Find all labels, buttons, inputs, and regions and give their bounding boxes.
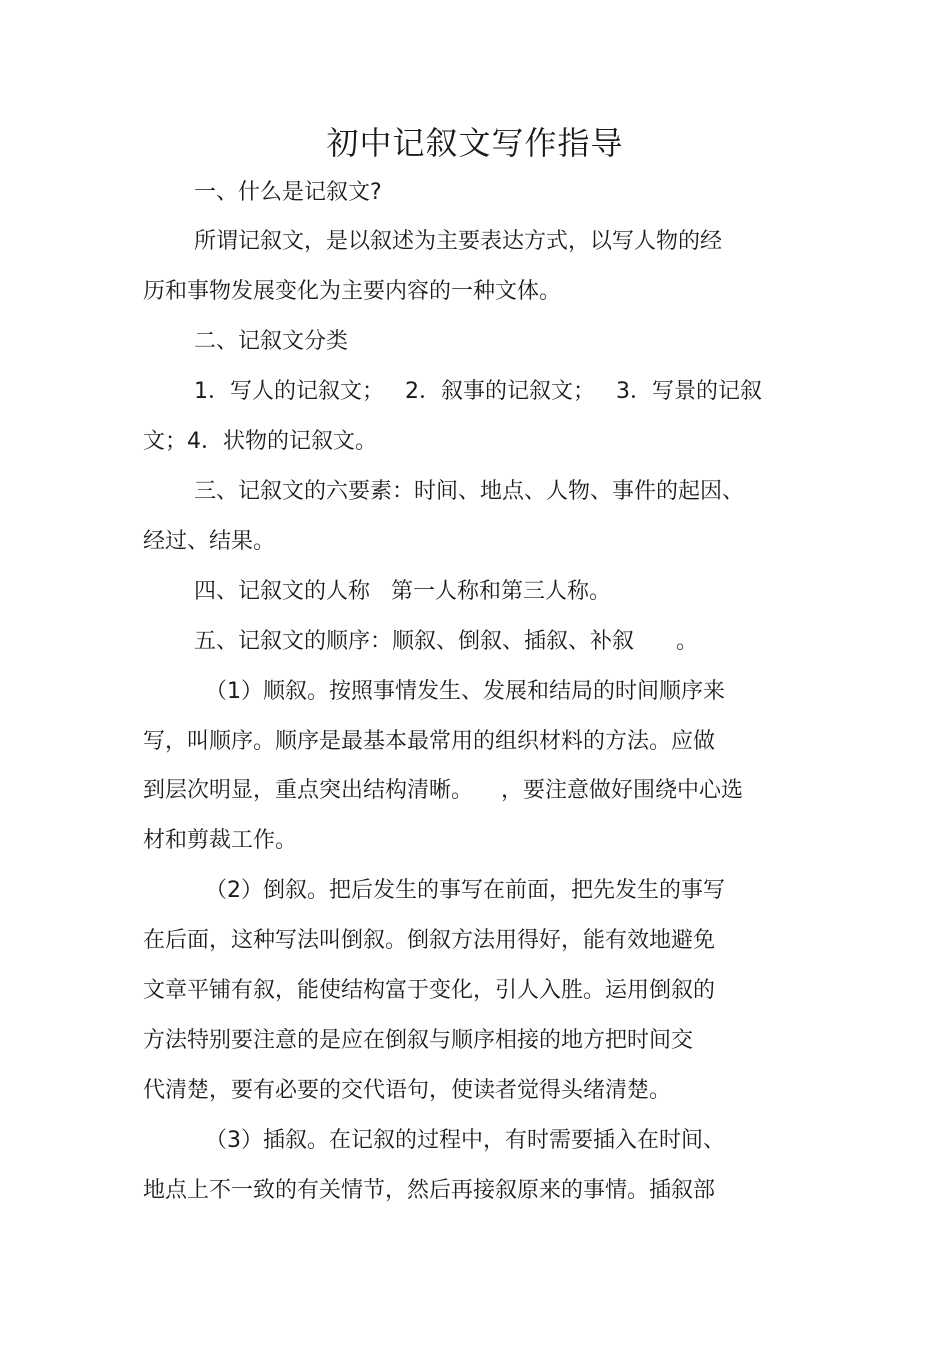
paragraph-line: 文章平铺有叙，能使结构富于变化，引人入胜。运用倒叙的 [143,978,716,1003]
paragraph-line: 在后面，这种写法叫倒叙。倒叙方法用得好，能有效地避免 [143,928,716,953]
heading-what-is-narrative: 一、什么是记叙文? [194,180,382,205]
paragraph-line: （1）顺叙。按照事情发生、发展和结局的时间顺序来 [205,679,725,704]
paragraph-line: 经过、结果。 [143,529,276,554]
paragraph-line: 所谓记叙文，是以叙述为主要表达方式，以写人物的经 [194,229,723,254]
paragraph-line: 到层次明显，重点突出结构清晰。 ，要注意做好围绕中心选 [143,778,743,803]
paragraph-line: （3）插叙。在记叙的过程中，有时需要插入在时间、 [205,1128,725,1153]
heading-person: 四、记叙文的人称 第一人称和第三人称。 [194,579,611,604]
paragraph-line: 1．写人的记叙文； 2．叙事的记叙文； 3．写景的记叙 [194,379,762,404]
document-title: 初中记叙文写作指导 [326,124,624,162]
heading-six-elements: 三、记叙文的六要素：时间、地点、人物、事件的起因、 [194,479,745,504]
paragraph-line: 文；4．状物的记叙文。 [143,429,377,454]
heading-classification: 二、记叙文分类 [194,329,349,354]
paragraph-line: （2）倒叙。把后发生的事写在前面，把先发生的事写 [205,878,725,903]
paragraph-line: 写，叫顺序。顺序是最基本最常用的组织材料的方法。应做 [143,729,716,754]
paragraph-line: 地点上不一致的有关情节，然后再接叙原来的事情。插叙部 [143,1178,716,1203]
paragraph-line: 方法特别要注意的是应在倒叙与顺序相接的地方把时间交 [143,1028,694,1053]
paragraph-line: 历和事物发展变化为主要内容的一种文体。 [143,279,562,304]
paragraph-line: 材和剪裁工作。 [143,828,298,853]
heading-order: 五、记叙文的顺序：顺叙、倒叙、插叙、补叙 。 [194,629,698,654]
paragraph-line: 代清楚，要有必要的交代语句，使读者觉得头绪清楚。 [143,1078,672,1103]
